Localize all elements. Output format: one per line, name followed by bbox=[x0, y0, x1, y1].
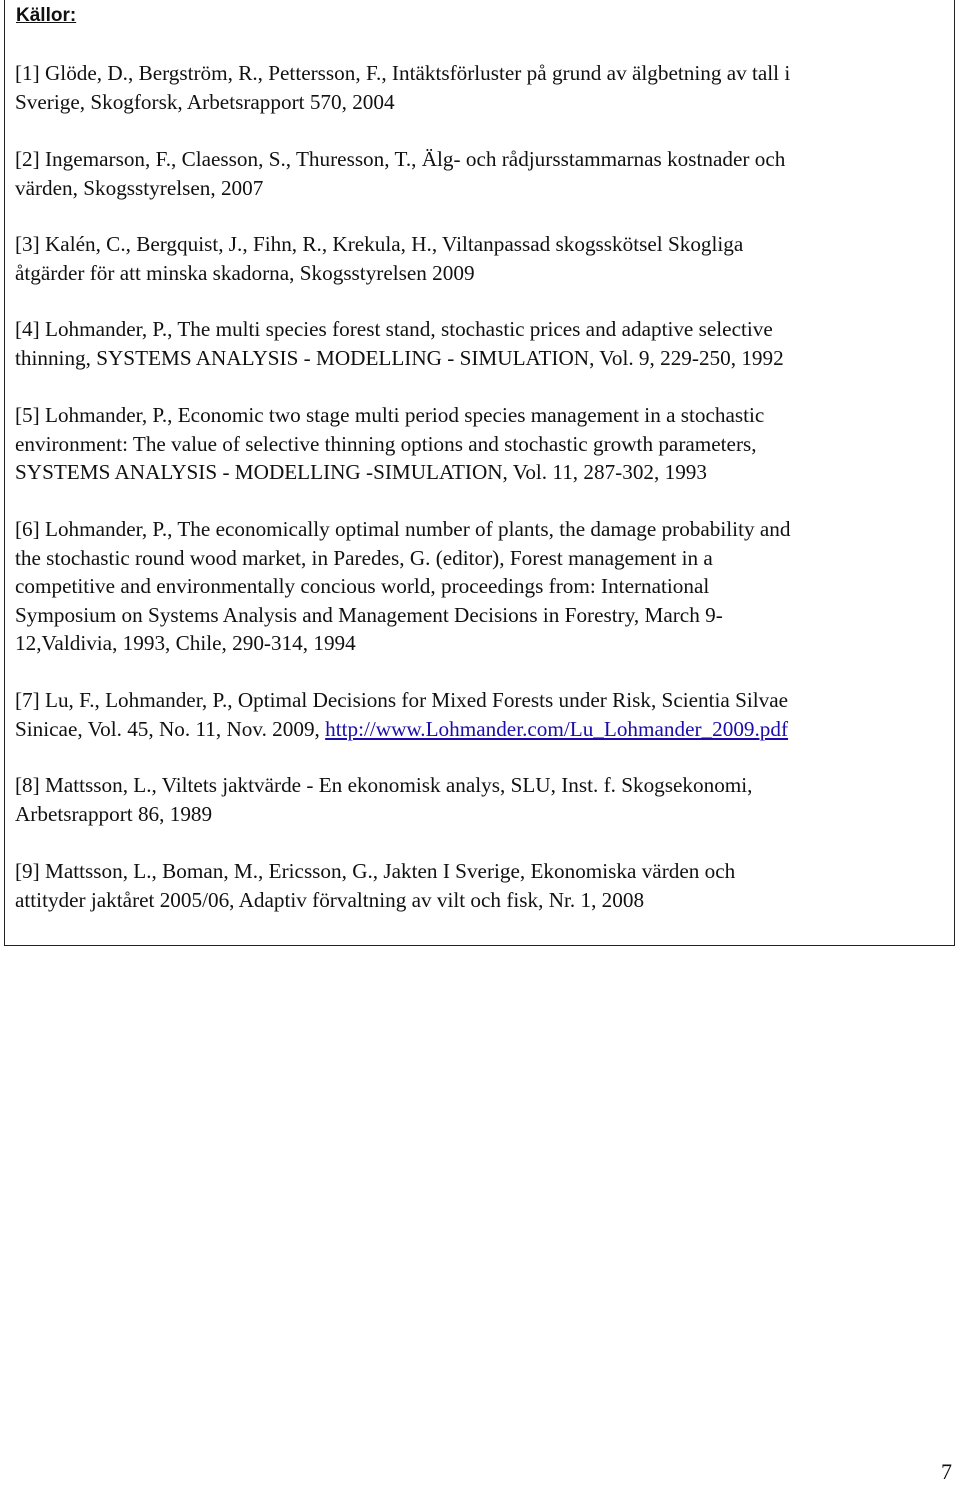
reference-6 bbox=[15, 515, 940, 658]
reference-2-line-2: värden, Skogsstyrelsen, 2007 bbox=[15, 175, 264, 200]
reference-9-line-2: attityder jaktåret 2005/06, Adaptiv förvaltning av vilt och fisk, Nr. 1, 2008 bbox=[15, 887, 645, 912]
reference-9-line-1: [9] Mattsson, L., Boman, M., Ericsson, G., Jakten I Sverige, Ekonomiska värden och bbox=[15, 859, 736, 883]
reference-4 bbox=[15, 315, 940, 372]
reference-7-line-1: [7] Lu, F., Lohmander, P., Optimal Decisions for Mixed Forests under Risk, Scientia Silvae bbox=[15, 688, 789, 712]
reference-7-line-2-text: Sinicae, Vol. 45, No. 11, Nov. 2009, bbox=[15, 716, 326, 741]
reference-6-line-1: [6] Lohmander, P., The economically optimal number of plants, the damage probability and bbox=[15, 517, 791, 541]
reference-3-line-2: åtgärder för att minska skadorna, Skogsstyrelsen 2009 bbox=[15, 260, 475, 285]
reference-4-line-2: thinning, SYSTEMS ANALYSIS - MODELLING - SIMULATION, Vol. 9, 229-250, 1992 bbox=[15, 345, 784, 370]
reference-1 bbox=[15, 59, 940, 116]
reference-8 bbox=[15, 771, 940, 828]
reference-2 bbox=[15, 145, 940, 202]
reference-4-line-1: [4] Lohmander, P., The multi species forest stand, stochastic prices and adaptive selective bbox=[15, 317, 773, 341]
reference-7-line-2 bbox=[15, 715, 940, 744]
reference-7-url-link[interactable]: http://www.Lohmander.com/Lu_Lohmander_2009.pdf bbox=[325, 716, 789, 741]
reference-2-line-1: [2] Ingemarson, F., Claesson, S., Thuresson, T., Älg- och rådjursstammarnas kostnader och bbox=[15, 147, 786, 171]
reference-3 bbox=[15, 230, 940, 287]
reference-7 bbox=[15, 686, 940, 743]
reference-5-line-2: environment: The value of selective thinning options and stochastic growth parameters, bbox=[15, 431, 757, 456]
reference-5-line-3: SYSTEMS ANALYSIS - MODELLING -SIMULATION, Vol. 11, 287-302, 1993 bbox=[15, 460, 707, 485]
reference-9 bbox=[15, 857, 940, 914]
reference-8-line-2: Arbetsrapport 86, 1989 bbox=[15, 801, 213, 826]
reference-8-line-1: [8] Mattsson, L., Viltets jaktvärde - En ekonomisk analys, SLU, Inst. f. Skogsekonomi, bbox=[15, 773, 753, 797]
page-number: 7 bbox=[941, 1459, 952, 1484]
reference-6-line-4: Symposium on Systems Analysis and Management Decisions in Forestry, March 9- bbox=[15, 602, 723, 627]
reference-6-line-5: 12,Valdivia, 1993, Chile, 290-314, 1994 bbox=[15, 631, 356, 656]
sources-heading: Källor: bbox=[16, 5, 77, 26]
reference-5 bbox=[15, 401, 940, 487]
reference-6-line-2: the stochastic round wood market, in Paredes, G. (editor), Forest management in a bbox=[15, 545, 713, 570]
reference-1-line-1: [1] Glöde, D., Bergström, R., Pettersson, F., Intäktsförluster på grund av älgbetning av tall i bbox=[15, 61, 791, 85]
reference-3-line-1: [3] Kalén, C., Bergquist, J., Fihn, R., Krekula, H., Viltanpassad skogsskötsel Skogliga bbox=[15, 232, 744, 256]
reference-5-line-1: [5] Lohmander, P., Economic two stage multi period species management in a stochastic bbox=[15, 403, 765, 427]
reference-6-line-3: competitive and environmentally concious world, proceedings from: International bbox=[15, 574, 710, 599]
reference-1-line-2: Sverige, Skogforsk, Arbetsrapport 570, 2004 bbox=[15, 89, 395, 114]
